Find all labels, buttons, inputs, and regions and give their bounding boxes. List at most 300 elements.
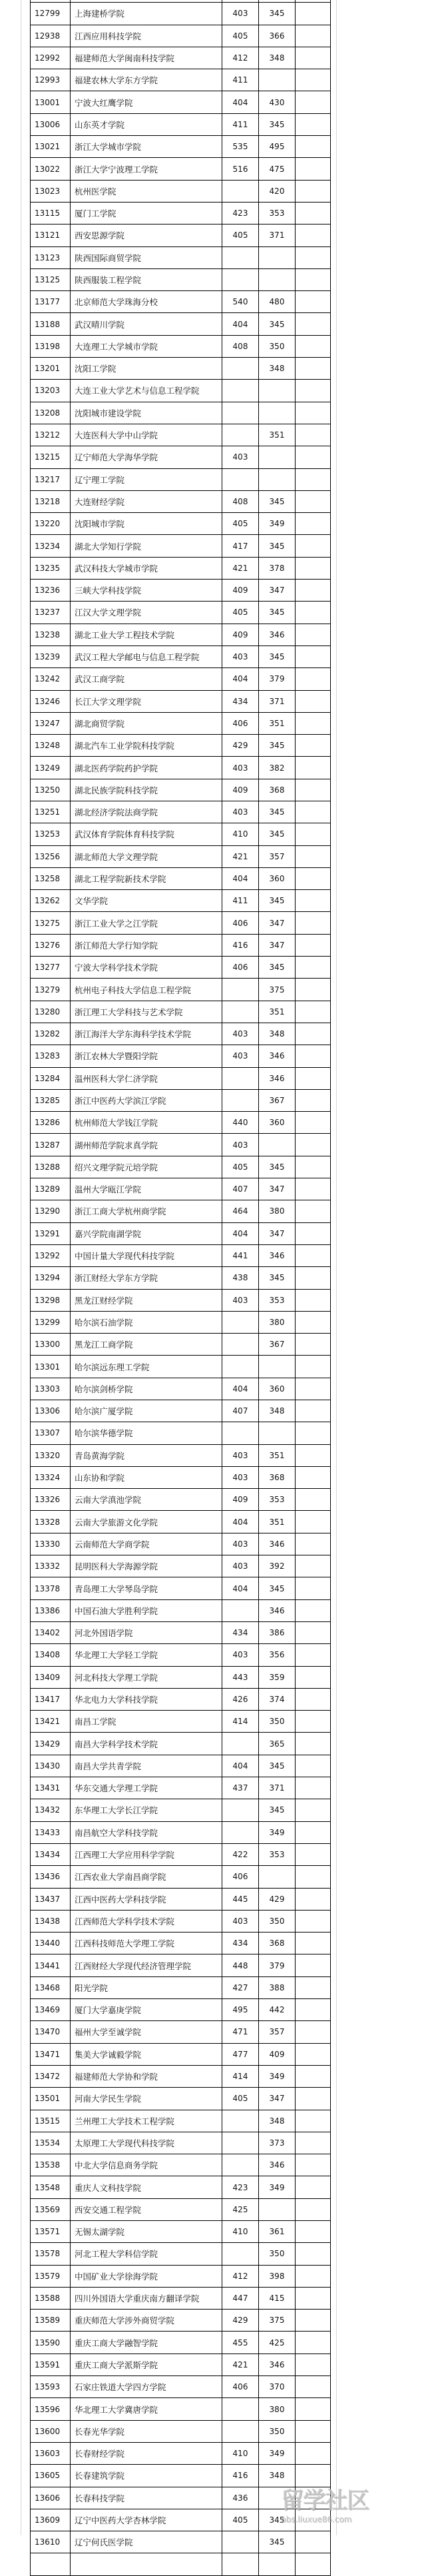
score-2-cell: 429 [259,1888,296,1910]
score-2-cell: 345 [259,313,296,335]
score-1-cell: 403 [222,1533,259,1555]
school-name-cell: 哈尔滨华德学院 [71,1422,222,1444]
table-row [31,690,331,712]
score-1-cell: 414 [222,2065,259,2087]
table-row [31,2332,331,2354]
score-1-cell [222,402,259,424]
table-row [31,1311,331,1333]
empty-cell [296,668,331,690]
empty-cell [296,268,331,290]
table-row [31,2065,331,2087]
school-code-cell: 13201 [31,358,71,380]
empty-cell [296,291,331,313]
score-2-cell: 367 [259,1089,296,1111]
empty-cell [296,3,331,25]
score-2-cell: 350 [259,1711,296,1733]
score-2-cell: 345 [259,3,296,25]
score-2-cell: 360 [259,867,296,889]
score-1-cell: 416 [222,934,259,956]
school-name-cell: 石家庄铁道大学四方学院 [71,2376,222,2398]
score-2-cell: 346 [259,2154,296,2176]
school-code-cell: 13247 [31,712,71,734]
school-name-cell: 武汉晴川学院 [71,313,222,335]
score-1-cell: 412 [222,47,259,69]
table-row [31,1200,331,1222]
empty-cell [296,1089,331,1111]
score-1-cell: 403 [222,1444,259,1466]
empty-cell [296,113,331,135]
empty-cell [296,867,331,889]
score-2-cell: 346 [259,1244,296,1266]
school-name-cell: 南昌航空大学科技学院 [71,1821,222,1843]
empty-cell [296,2088,331,2110]
empty-cell [296,801,331,823]
empty-cell [296,1023,331,1045]
school-name-cell: 文华学院 [71,890,222,912]
table-row [31,624,331,645]
school-code-cell: 13249 [31,757,71,779]
empty-cell [296,1178,331,1200]
empty-cell [296,224,331,246]
school-code-cell [31,2553,71,2575]
school-name-cell: 浙江工业大学之江学院 [71,912,222,934]
empty-cell [296,1378,331,1400]
empty-cell [296,2553,331,2575]
school-code-cell: 13215 [31,446,71,468]
school-code-cell: 13408 [31,1644,71,1666]
score-2-cell: 349 [259,2442,296,2464]
school-code-cell: 13307 [31,1422,71,1444]
school-name-cell: 哈尔滨远东理工学院 [71,1356,222,1378]
table-row [31,291,331,313]
score-1-cell: 405 [222,513,259,535]
score-2-cell: 382 [259,757,296,779]
score-1-cell [222,2154,259,2176]
empty-cell [296,580,331,602]
school-code-cell: 13242 [31,668,71,690]
school-code-cell: 13289 [31,1178,71,1200]
table-row [31,1222,331,1244]
table-row [31,1821,331,1843]
table-row [31,1289,331,1311]
score-1-cell: 437 [222,1777,259,1799]
table-row [31,1621,331,1643]
school-name-cell: 长春建筑学院 [71,2465,222,2487]
school-name-cell: 南昌大学科学技术学院 [71,1733,222,1755]
empty-cell [296,2442,331,2464]
school-code-cell: 13440 [31,1932,71,1954]
school-code-cell: 13023 [31,180,71,202]
school-code-cell: 13238 [31,624,71,645]
school-code-cell: 13534 [31,2132,71,2154]
empty-cell [296,1134,331,1156]
table-row [31,712,331,734]
school-name-cell: 浙江财经大学东方学院 [71,1267,222,1289]
school-name-cell: 长春科技学院 [71,2487,222,2509]
score-2-cell [259,246,296,268]
empty-cell [296,779,331,801]
school-code-cell: 13609 [31,2509,71,2531]
school-name-cell: 重庆工商大学融智学院 [71,2332,222,2354]
school-name-cell: 河南大学民生学院 [71,2088,222,2110]
table-row [31,1533,331,1555]
score-1-cell [222,2110,259,2132]
score-1-cell: 443 [222,1666,259,1688]
table-row [31,1511,331,1533]
empty-cell [296,1976,331,1998]
school-name-cell: 四川外国语大学重庆南方翻译学院 [71,2287,222,2309]
school-name-cell: 沈阳工学院 [71,358,222,380]
score-2-cell: 345 [259,823,296,845]
table-row [31,1244,331,1266]
school-code-cell: 13515 [31,2110,71,2132]
score-2-cell: 409 [259,2043,296,2065]
school-name-cell: 福建师范大学协和学院 [71,2065,222,2087]
score-1-cell [222,268,259,290]
school-name-cell: 华北电力大学科技学院 [71,1688,222,1710]
score-1-cell [222,2420,259,2442]
empty-cell [296,91,331,113]
school-code-cell: 13378 [31,1577,71,1599]
school-code-cell: 13471 [31,2043,71,2065]
table-row [31,47,331,69]
school-name-cell: 黑龙江工商学院 [71,1334,222,1356]
score-2-cell: 366 [259,25,296,47]
empty-cell [296,246,331,268]
score-2-cell: 356 [259,1644,296,1666]
score-1-cell: 422 [222,1843,259,1865]
school-name-cell: 厦门工学院 [71,202,222,224]
table-row [31,1444,331,1466]
school-code-cell: 13421 [31,1711,71,1733]
score-2-cell: 351 [259,424,296,446]
table-row [31,468,331,490]
score-1-cell: 403 [222,1289,259,1311]
school-code-cell: 12938 [31,25,71,47]
school-name-cell: 哈尔滨石油学院 [71,1311,222,1333]
table-row [31,890,331,912]
empty-cell [296,1666,331,1688]
table-row [31,1112,331,1134]
score-2-cell: 375 [259,979,296,1001]
school-name-cell: 湖北医药学院药护学院 [71,757,222,779]
empty-cell [296,1888,331,1910]
table-row [31,867,331,889]
school-name-cell: 杭州电子科技大学信息工程学院 [71,979,222,1001]
school-name-cell: 长江大学文理学院 [71,690,222,712]
empty-cell [296,1688,331,1710]
school-name-cell: 宁波大红鹰学院 [71,91,222,113]
score-1-cell [222,1799,259,1821]
score-2-cell: 392 [259,1555,296,1577]
empty-cell [296,2310,331,2332]
empty-cell [296,535,331,557]
empty-cell [296,823,331,845]
empty-cell [296,47,331,69]
score-2-cell: 345 [259,1755,296,1777]
school-code-cell: 13324 [31,1466,71,1488]
score-2-cell [259,1422,296,1444]
score-2-cell: 348 [259,1023,296,1045]
empty-cell [296,557,331,579]
score-2-cell: 345 [259,957,296,979]
empty-cell [296,1200,331,1222]
school-name-cell: 昆明医科大学海源学院 [71,1555,222,1577]
score-2-cell: 365 [259,1733,296,1755]
table-row [31,823,331,845]
school-code-cell: 13332 [31,1555,71,1577]
table-row [31,2243,331,2265]
score-1-cell [222,358,259,380]
table-row [31,224,331,246]
table-row [31,845,331,867]
score-2-cell: 370 [259,2376,296,2398]
score-2-cell: 347 [259,2088,296,2110]
score-1-cell: 404 [222,1755,259,1777]
school-code-cell: 13277 [31,957,71,979]
table-row [31,202,331,224]
score-2-cell: 379 [259,668,296,690]
score-2-cell: 480 [259,291,296,313]
school-code-cell: 12799 [31,3,71,25]
table-row [31,1045,331,1067]
table-row [31,2420,331,2442]
school-code-cell: 13125 [31,268,71,290]
school-name-cell: 北京师范大学珠海分校 [71,291,222,313]
score-1-cell: 403 [222,801,259,823]
school-name-cell: 江西农业大学南昌商学院 [71,1866,222,1888]
score-1-cell: 403 [222,757,259,779]
empty-cell [296,1356,331,1378]
table-row [31,779,331,801]
school-name-cell: 太原理工大学现代科技学院 [71,2132,222,2154]
table-row [31,1976,331,1998]
school-code-cell: 13246 [31,690,71,712]
empty-cell [296,1843,331,1865]
empty-cell [296,1222,331,1244]
score-1-cell: 411 [222,113,259,135]
score-1-cell: 406 [222,1866,259,1888]
school-code-cell: 13402 [31,1621,71,1643]
school-code-cell: 13328 [31,1511,71,1533]
empty-cell [296,136,331,158]
table-row [31,801,331,823]
empty-cell [296,1733,331,1755]
score-1-cell: 421 [222,2354,259,2375]
school-code-cell: 13282 [31,1023,71,1045]
empty-cell [296,2021,331,2043]
empty-cell [296,25,331,47]
score-1-cell: 406 [222,2376,259,2398]
school-name-cell: 湖北工程学院新技术学院 [71,867,222,889]
school-code-cell: 13253 [31,823,71,845]
score-2-cell: 353 [259,202,296,224]
empty-cell [296,2531,331,2553]
score-2-cell [259,2198,296,2220]
empty-cell [296,757,331,779]
score-1-cell: 410 [222,2442,259,2464]
score-2-cell: 348 [259,2110,296,2132]
school-code-cell: 13579 [31,2265,71,2287]
table-row [31,979,331,1001]
school-code-cell: 13432 [31,1799,71,1821]
school-name-cell: 青岛理工大学琴岛学院 [71,1577,222,1599]
score-2-cell: 349 [259,2176,296,2198]
empty-cell [296,1821,331,1843]
school-name-cell: 湖北经济学院法商学院 [71,801,222,823]
empty-cell [296,1711,331,1733]
school-name-cell: 浙江海洋大学东海科学技术学院 [71,1023,222,1045]
score-1-cell: 410 [222,823,259,845]
table-row [31,402,331,424]
table-row [31,69,331,91]
school-code-cell: 13280 [31,1001,71,1023]
school-name-cell: 湖北民族学院科技学院 [71,779,222,801]
table-row [31,1910,331,1932]
school-code-cell: 13386 [31,1599,71,1621]
school-code-cell: 13251 [31,801,71,823]
table-row [31,2354,331,2375]
school-name-cell: 嘉兴学院南湖学院 [71,1222,222,1244]
table-row [31,2509,331,2531]
score-2-cell: 346 [259,1599,296,1621]
empty-cell [296,1533,331,1555]
school-name-cell: 青岛黄海学院 [71,1444,222,1466]
empty-cell [296,934,331,956]
score-1-cell: 408 [222,335,259,357]
score-2-cell: 345 [259,1267,296,1289]
score-1-cell: 414 [222,1711,259,1733]
score-2-cell: 475 [259,158,296,180]
school-name-cell: 浙江大学城市学院 [71,136,222,158]
score-2-cell: 350 [259,335,296,357]
score-2-cell: 495 [259,136,296,158]
score-2-cell: 346 [259,1533,296,1555]
empty-cell [296,2243,331,2265]
school-name-cell: 江西财经大学现代经济管理学院 [71,1954,222,1976]
score-1-cell: 471 [222,2021,259,2043]
empty-cell [296,690,331,712]
school-name-cell: 山东协和学院 [71,1466,222,1488]
score-2-cell: 361 [259,2220,296,2242]
school-code-cell: 13258 [31,867,71,889]
score-1-cell: 412 [222,2265,259,2287]
school-name-cell: 福州大学至诚学院 [71,2021,222,2043]
score-1-cell: 495 [222,1999,259,2021]
table-row [31,1577,331,1599]
empty-cell [296,2154,331,2176]
table-row [31,1799,331,1821]
score-1-cell: 429 [222,2310,259,2332]
table-row [31,535,331,557]
school-name-cell: 云南大学旅游文化学院 [71,1511,222,1533]
school-code-cell: 13218 [31,490,71,512]
school-code-cell: 13300 [31,1334,71,1356]
score-1-cell: 464 [222,1200,259,1222]
school-code-cell: 13235 [31,557,71,579]
score-1-cell: 405 [222,224,259,246]
score-1-cell [222,2398,259,2420]
table-row [31,912,331,934]
empty-cell [296,2065,331,2087]
table-row [31,2310,331,2332]
score-2-cell [259,2553,296,2575]
score-1-cell: 404 [222,1577,259,1599]
table-row [31,113,331,135]
score-2-cell: 442 [259,1999,296,2021]
school-code-cell: 13276 [31,934,71,956]
table-row [31,2088,331,2110]
school-code-cell: 13283 [31,1045,71,1067]
empty-cell [296,1400,331,1422]
table-row [31,446,331,468]
score-1-cell: 403 [222,1045,259,1067]
empty-cell [296,402,331,424]
school-code-cell: 13298 [31,1289,71,1311]
score-1-cell: 404 [222,668,259,690]
score-1-cell: 406 [222,712,259,734]
school-code-cell: 13284 [31,1067,71,1089]
table-row [31,1688,331,1710]
school-name-cell: 河北科技大学理工学院 [71,1666,222,1688]
table-row [31,2043,331,2065]
score-1-cell: 409 [222,779,259,801]
school-code-cell: 13470 [31,2021,71,2043]
table-row-partial [31,2553,331,2575]
score-2-cell: 347 [259,1222,296,1244]
score-2-cell: 368 [259,1932,296,1954]
score-1-cell: 440 [222,1112,259,1134]
score-1-cell: 403 [222,1644,259,1666]
score-1-cell [222,2243,259,2265]
score-1-cell: 405 [222,25,259,47]
school-code-cell: 13220 [31,513,71,535]
school-name-cell: 西安交通工程学院 [71,2198,222,2220]
table-row [31,513,331,535]
empty-cell [296,1777,331,1799]
school-name-cell: 三峡大学科技学院 [71,580,222,602]
school-code-cell: 13262 [31,890,71,912]
admission-score-table [30,0,331,2576]
school-code-cell: 13441 [31,1954,71,1976]
table-row [31,2487,331,2509]
score-2-cell [259,69,296,91]
score-1-cell: 448 [222,1954,259,1976]
school-name-cell: 宁波大学科学技术学院 [71,957,222,979]
score-1-cell: 403 [222,446,259,468]
score-1-cell: 516 [222,158,259,180]
school-name-cell: 江西科技师范大学理工学院 [71,1932,222,1954]
empty-cell [296,1555,331,1577]
school-code-cell: 13006 [31,113,71,135]
table-row [31,424,331,446]
school-name-cell: 集美大学诚毅学院 [71,2043,222,2065]
table-row [31,557,331,579]
table-row [31,490,331,512]
score-2-cell: 350 [259,2420,296,2442]
school-name-cell: 中国计量大学现代科技学院 [71,1244,222,1266]
school-name-cell: 西安思源学院 [71,224,222,246]
school-code-cell: 12993 [31,69,71,91]
table-row [31,1644,331,1666]
table-row [31,1466,331,1488]
score-2-cell: 375 [259,2310,296,2332]
score-1-cell: 436 [222,2487,259,2509]
score-2-cell: 357 [259,2021,296,2043]
empty-cell [296,1156,331,1178]
score-2-cell: 348 [259,358,296,380]
score-1-cell: 404 [222,91,259,113]
